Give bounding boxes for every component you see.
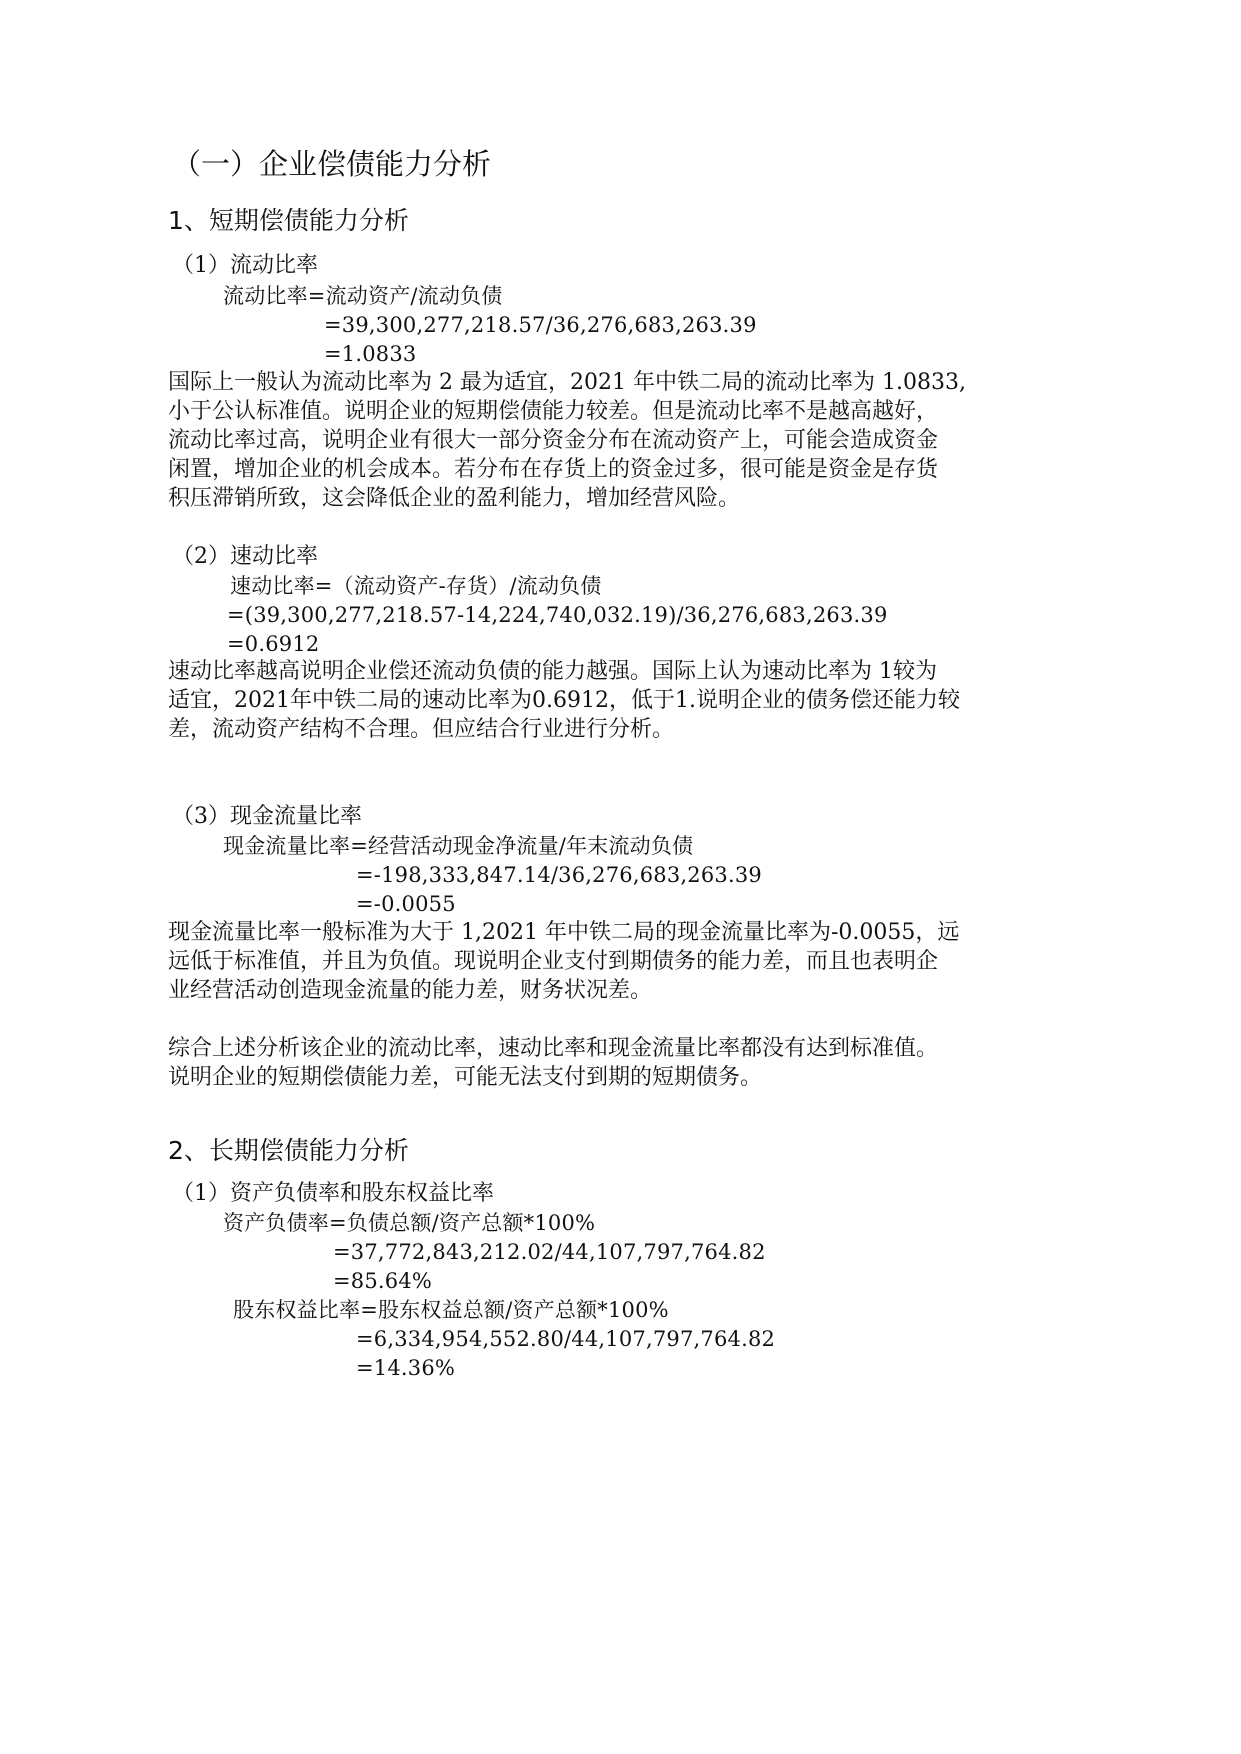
current-ratio-analysis-line: 积压滞销所致，这会降低企业的盈利能力，增加经营风险。 bbox=[168, 486, 741, 511]
quick-ratio-formula: 速动比率=（流动资产-存货）/流动负债 bbox=[230, 574, 602, 598]
short-term-summary-line: 综合上述分析该企业的流动比率，速动比率和现金流量比率都没有达到标准值。 bbox=[168, 1036, 939, 1061]
current-ratio-analysis-line: 流动比率过高，说明企业有很大一部分资金分布在流动资产上，可能会造成资金 bbox=[168, 428, 939, 453]
cash-flow-ratio-formula: 现金流量比率=经营活动现金净流量/年末流动负债 bbox=[223, 834, 694, 858]
cash-flow-ratio-calculation: =-198,333,847.14/36,276,683,263.39 bbox=[356, 863, 762, 887]
section-2-title: 2、长期偿债能力分析 bbox=[168, 1136, 409, 1165]
quick-ratio-analysis-line: 适宜，2021年中铁二局的速动比率为0.6912，低于1.说明企业的债务偿还能力较 bbox=[168, 688, 960, 713]
equity-ratio-formula: 股东权益比率=股东权益总额/资产总额*100% bbox=[233, 1298, 669, 1322]
current-ratio-result: =1.0833 bbox=[324, 342, 417, 366]
current-ratio-calculation: =39,300,277,218.57/36,276,683,263.39 bbox=[324, 313, 757, 337]
section-1-title: 1、短期偿债能力分析 bbox=[168, 206, 409, 235]
debt-ratio-result: =85.64% bbox=[333, 1269, 433, 1293]
cash-flow-ratio-analysis-line: 现金流量比率一般标准为大于 1,2021 年中铁二局的现金流量比率为-0.0055，远 bbox=[168, 920, 960, 945]
page-heading: （一）企业偿债能力分析 bbox=[172, 147, 492, 181]
quick-ratio-analysis-line: 差，流动资产结构不合理。但应结合行业进行分析。 bbox=[168, 717, 675, 742]
current-ratio-analysis-line: 小于公认标准值。说明企业的短期偿债能力较差。但是流动比率不是越高越好， bbox=[168, 399, 939, 424]
cash-flow-ratio-title: （3）现金流量比率 bbox=[172, 804, 362, 829]
cash-flow-ratio-analysis-line: 业经营活动创造现金流量的能力差，财务状况差。 bbox=[168, 978, 653, 1003]
debt-ratio-calculation: =37,772,843,212.02/44,107,797,764.82 bbox=[333, 1240, 766, 1264]
quick-ratio-analysis-line: 速动比率越高说明企业偿还流动负债的能力越强。国际上认为速动比率为 1较为 bbox=[168, 659, 937, 684]
current-ratio-analysis-line: 闲置，增加企业的机会成本。若分布在存货上的资金过多，很可能是资金是存货 bbox=[168, 457, 939, 482]
current-ratio-title: （1）流动比率 bbox=[172, 253, 318, 278]
equity-ratio-result: =14.36% bbox=[356, 1356, 456, 1380]
short-term-summary-line: 说明企业的短期偿债能力差，可能无法支付到期的短期债务。 bbox=[168, 1065, 763, 1090]
quick-ratio-result: =0.6912 bbox=[227, 632, 320, 656]
equity-ratio-calculation: =6,334,954,552.80/44,107,797,764.82 bbox=[356, 1327, 776, 1351]
quick-ratio-calculation: =(39,300,277,218.57-14,224,740,032.19)/36,276,683,263.39 bbox=[227, 603, 888, 627]
debt-equity-title: （1）资产负债率和股东权益比率 bbox=[172, 1181, 494, 1206]
cash-flow-ratio-result: =-0.0055 bbox=[356, 892, 456, 916]
current-ratio-analysis-line: 国际上一般认为流动比率为 2 最为适宜，2021 年中铁二局的流动比率为 1.0833, bbox=[168, 370, 966, 395]
quick-ratio-title: （2）速动比率 bbox=[172, 544, 318, 569]
debt-ratio-formula: 资产负债率=负债总额/资产总额*100% bbox=[223, 1211, 596, 1235]
cash-flow-ratio-analysis-line: 远低于标准值，并且为负值。现说明企业支付到期债务的能力差，而且也表明企 bbox=[168, 949, 939, 974]
current-ratio-formula: 流动比率=流动资产/流动负债 bbox=[223, 284, 503, 308]
